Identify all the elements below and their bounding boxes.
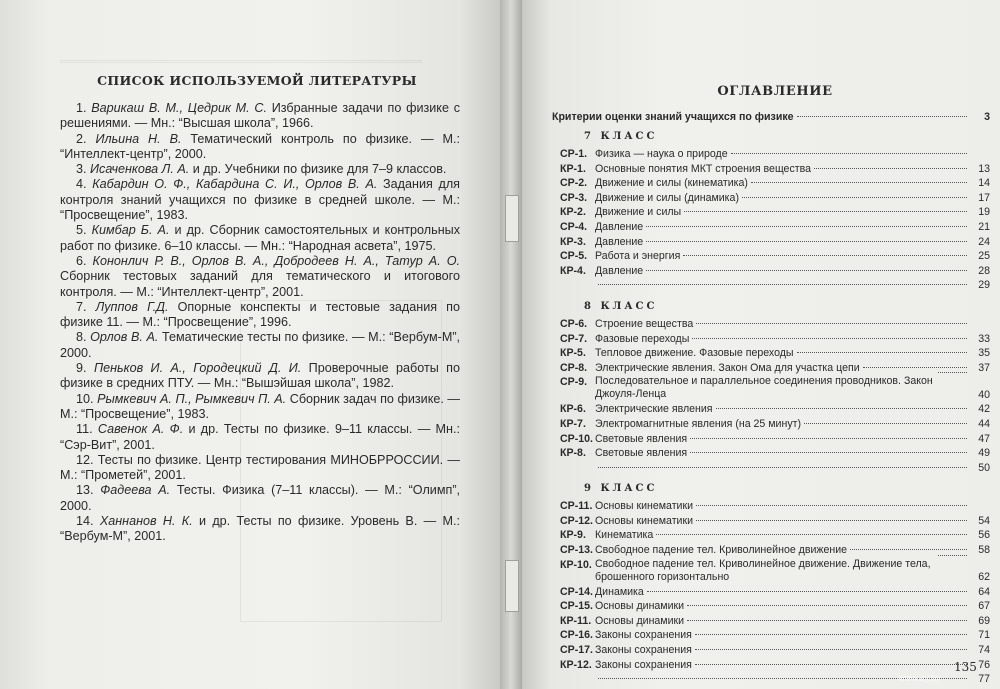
toc-entry-page: 67 bbox=[978, 600, 990, 613]
item-authors: Рымкевич А. П., Рымкевич П. А. bbox=[97, 391, 287, 406]
toc-title: ОГЛАВЛЕНИЕ bbox=[717, 84, 833, 99]
toc-entry bbox=[560, 461, 990, 476]
leader-dots bbox=[687, 605, 967, 606]
bibliography-item bbox=[60, 254, 460, 300]
item-authors: Варикаш В. М., Цедрик М. С. bbox=[91, 101, 267, 115]
toc-entry bbox=[560, 176, 990, 191]
toc-entry-page: 76 bbox=[978, 658, 990, 671]
toc-entry bbox=[560, 205, 990, 220]
toc-entry-title: Давление bbox=[595, 264, 644, 277]
item-number: 5. bbox=[76, 223, 87, 238]
toc-entry-code: КР-6. bbox=[560, 403, 586, 416]
toc-entry bbox=[560, 643, 990, 658]
item-text: Проверочные работы по физике в средних ПТУ. — Мн.: “Вышэйшая школа”, 1982. bbox=[60, 361, 461, 391]
toc-entry-code: СР-10. bbox=[560, 432, 593, 445]
toc-entry-page: 13 bbox=[978, 162, 990, 175]
item-authors: Кимбар Б. А. bbox=[91, 223, 170, 238]
toc-entry-code: КР-1. bbox=[560, 162, 586, 175]
toc-entry bbox=[560, 375, 990, 402]
toc-group bbox=[560, 131, 990, 293]
toc-entry-title: Давление bbox=[595, 235, 644, 248]
toc-entry-code: СР-17. bbox=[560, 644, 593, 657]
bibliography-item bbox=[60, 514, 460, 545]
toc-entry bbox=[560, 543, 990, 558]
toc-entry-page: 62 bbox=[978, 571, 990, 584]
watermark: www.ay.by bbox=[898, 673, 941, 683]
bibliography-item bbox=[60, 223, 460, 254]
toc-entry-page: 29 bbox=[978, 279, 990, 292]
toc-entry-code: КР-8. bbox=[560, 447, 586, 460]
leader-dots bbox=[716, 408, 967, 409]
toc-entry bbox=[560, 249, 990, 264]
toc-entry-page: 54 bbox=[978, 514, 990, 527]
item-number: 6. bbox=[76, 253, 87, 268]
toc-entry-code: СР-6. bbox=[560, 317, 588, 330]
toc-entry-page: 17 bbox=[978, 191, 990, 204]
toc-entry-code: СР-13. bbox=[560, 544, 593, 557]
toc-entry-code: КР-9. bbox=[560, 529, 586, 542]
item-text: Тесты. Физика (7–11 классы). — М.: “Олимп”, 2000. bbox=[60, 483, 461, 513]
item-authors: Кабардин О. Ф., Кабардина С. И., Орлов В. А. bbox=[92, 177, 378, 192]
toc-entry-page: 56 bbox=[978, 529, 990, 542]
bibliography-item bbox=[60, 392, 460, 423]
toc-entry bbox=[560, 220, 990, 235]
toc-entry-code: СР-1. bbox=[560, 148, 588, 160]
bibliography-item bbox=[60, 300, 460, 331]
leader-dots bbox=[692, 338, 967, 339]
leader-dots bbox=[938, 372, 967, 373]
item-number: 11. bbox=[76, 422, 93, 437]
item-authors: Фадеева А. bbox=[100, 483, 171, 498]
leader-dots bbox=[687, 620, 967, 621]
leader-dots bbox=[696, 520, 967, 521]
toc-entry-title: Основы кинематики bbox=[595, 500, 694, 513]
leader-dots bbox=[797, 116, 967, 117]
leader-dots bbox=[695, 649, 967, 650]
toc-entry-title: Свободное падение тел. Криволинейное движение. Движение тела, брошенного горизонтально bbox=[595, 557, 931, 583]
toc-entry-code: КР-12. bbox=[560, 658, 592, 671]
toc-entry-page: 37 bbox=[978, 361, 990, 374]
toc-entry-code: СР-2. bbox=[560, 177, 588, 190]
toc-entry bbox=[560, 628, 990, 643]
leader-dots bbox=[797, 352, 967, 353]
toc-class-heading: 7 КЛАСС bbox=[584, 131, 658, 142]
toc-entry-title: Основные понятия МКТ строения вещества bbox=[595, 162, 811, 175]
item-authors: Ханнанов Н. К. bbox=[99, 514, 193, 529]
toc-entry-title: Электрические явления. Закон Ома для участка цепи bbox=[595, 361, 860, 374]
item-text: Задания для контроля знаний учащихся по физике в средней школе. — М.: “Просвещение”, 1983. bbox=[60, 177, 461, 223]
toc-entry-title: Тепловое движение. Фазовые переходы bbox=[595, 347, 794, 360]
item-text: Сборник задач по физике. — М.: “Просвещение”, 1983. bbox=[60, 391, 461, 421]
toc-entry-code: СР-16. bbox=[560, 629, 593, 642]
toc-entry bbox=[560, 162, 990, 177]
item-number: 7. bbox=[76, 299, 87, 314]
bibliography-item bbox=[60, 483, 460, 514]
item-number: 1. bbox=[76, 101, 87, 115]
bibliography-item bbox=[60, 361, 460, 392]
item-number: 12. bbox=[76, 452, 94, 467]
leader-dots bbox=[646, 241, 967, 242]
bibliography-item bbox=[60, 132, 460, 163]
toc-entry-code: КР-4. bbox=[560, 264, 586, 277]
toc-entry-title: Световые явления bbox=[595, 447, 688, 460]
toc-entry-page: 33 bbox=[978, 332, 990, 345]
toc-entry bbox=[560, 147, 990, 162]
leader-dots bbox=[696, 323, 967, 324]
toc-entry bbox=[560, 528, 990, 543]
leader-dots bbox=[695, 664, 967, 665]
toc-entry bbox=[560, 514, 990, 529]
item-authors: Кононлич Р. В., Орлов В. А., Добродеев Н. А., Татур А. О. bbox=[92, 253, 460, 268]
toc-entry-page: 14 bbox=[978, 177, 990, 190]
toc-group bbox=[560, 301, 990, 475]
toc-entry bbox=[560, 235, 990, 250]
toc-entry-title: Движение и силы (кинематика) bbox=[595, 177, 748, 190]
leader-dots bbox=[598, 284, 967, 285]
toc-entry-title: Основы динамики bbox=[595, 600, 685, 613]
toc-entry bbox=[560, 585, 990, 600]
toc-entry bbox=[560, 332, 990, 347]
item-text: Тематический контроль по физике. — М.: “Интеллект-центр”, 2000. bbox=[60, 131, 460, 161]
toc-entry-title: Кинематика bbox=[595, 529, 654, 542]
item-number: 3. bbox=[76, 162, 87, 177]
item-authors: Орлов В. А. bbox=[90, 330, 159, 345]
toc-entry-page: 47 bbox=[978, 432, 990, 445]
toc-entry-code: СР-12. bbox=[560, 514, 593, 527]
toc-entry-code: КР-3. bbox=[560, 235, 586, 248]
toc-entry-title: Законы сохранения bbox=[595, 644, 692, 657]
toc-entry-title: Строение вещества bbox=[595, 317, 694, 330]
page-title: СПИСОК ИСПОЛЬЗУЕМОЙ ЛИТЕРАТУРЫ bbox=[97, 73, 417, 88]
item-text: Сборник тестовых заданий для тематического и итогового контроля. — М.: “Интеллект-центр”, 2001. bbox=[60, 269, 460, 299]
bibliography-item bbox=[60, 330, 460, 361]
toc-entry-code: СР-11. bbox=[560, 500, 593, 513]
item-authors: Исаченкова Л. А. bbox=[90, 162, 190, 177]
toc-entry bbox=[560, 614, 990, 629]
item-text: и др. Тесты по физике. 9–11 классы. — Мн.: “Сэр-Вит”, 2001. bbox=[60, 422, 460, 452]
toc-entry-page: 77 bbox=[978, 673, 990, 686]
leader-dots bbox=[863, 367, 967, 368]
toc-entry-title: Фазовые переходы bbox=[595, 332, 690, 345]
leader-dots bbox=[938, 555, 967, 556]
toc-class-heading: 8 КЛАСС bbox=[584, 300, 658, 312]
toc-entry-title: Законы сохранения bbox=[595, 658, 692, 671]
toc-entry-page: 50 bbox=[978, 461, 990, 474]
leader-dots bbox=[646, 226, 967, 227]
item-authors: Ильина Н. В. bbox=[95, 131, 182, 146]
item-number: 2. bbox=[76, 131, 87, 146]
toc-entry-title: Свободное падение тел. Криволинейное движение bbox=[595, 544, 848, 557]
bibliography-list bbox=[60, 101, 460, 545]
item-text: Опорные конспекты и тестовые задания по физике 11. — М.: “Просвещение”, 1996. bbox=[60, 299, 461, 330]
toc-entry-code: СР-15. bbox=[560, 600, 593, 613]
toc-entry-code: КР-2. bbox=[560, 206, 586, 219]
toc-group bbox=[560, 483, 990, 687]
toc-entry-title: Давление bbox=[595, 220, 644, 233]
leader-dots bbox=[684, 211, 967, 212]
item-authors: Луппов Г.Д. bbox=[95, 299, 169, 314]
item-text: Избранные задачи по физике с решениями. — Мн.: “Высшая школа”, 1966. bbox=[60, 101, 460, 131]
item-text: Тесты по физике. Центр тестирования МИНОБРРОССИИ. — М.: “Прометей”, 2001. bbox=[60, 452, 460, 483]
toc-entry-title: Движение и силы bbox=[595, 206, 682, 219]
toc-entry-page: 64 bbox=[978, 585, 990, 598]
toc-entry-code: СР-14. bbox=[560, 585, 593, 598]
item-text: и др. Сборник самостоятельных и контрольных работ по физике. 6–10 классы. — Мн.: “Народная асвета”, 1975. bbox=[60, 223, 460, 253]
toc-entry-code: СР-7. bbox=[560, 332, 588, 345]
toc-entry-page: 25 bbox=[978, 250, 990, 263]
toc-entry bbox=[560, 599, 990, 614]
toc-entry-page: 49 bbox=[978, 447, 990, 460]
item-number: 14. bbox=[76, 514, 94, 529]
toc-entry-page: 28 bbox=[978, 264, 990, 277]
toc-entry-code: СР-8. bbox=[560, 361, 588, 374]
item-number: 13. bbox=[76, 483, 94, 498]
toc-entry-title: Динамика bbox=[595, 585, 644, 598]
toc-entry-page: 24 bbox=[978, 235, 990, 248]
toc-entry-code: КР-7. bbox=[560, 417, 586, 430]
toc-entry-code: СР-3. bbox=[560, 191, 588, 204]
toc-entry bbox=[560, 417, 990, 432]
toc-entry bbox=[560, 317, 990, 332]
toc-criteria-row bbox=[552, 111, 990, 123]
leader-dots bbox=[683, 255, 967, 256]
toc-entry-code: СР-4. bbox=[560, 220, 588, 233]
toc-entry-title: Последовательное и параллельное соединения проводников. Закон Джоуля-Ленца bbox=[595, 375, 933, 401]
item-authors: Савенок А. Ф. bbox=[97, 422, 184, 437]
toc-entry-page: 42 bbox=[978, 403, 990, 416]
toc-entry-title: Движение и силы (динамика) bbox=[595, 191, 739, 204]
leader-dots bbox=[751, 182, 967, 183]
toc-entry bbox=[560, 264, 990, 279]
toc-criteria-label: Критерии оценки знаний учащихся по физике bbox=[552, 111, 794, 123]
toc-entry-title: Физика — наука о природе bbox=[595, 148, 728, 160]
toc-entry bbox=[560, 361, 990, 376]
leader-dots bbox=[742, 197, 967, 198]
staple bbox=[505, 560, 519, 612]
bibliography-item bbox=[60, 422, 460, 453]
item-number: 10. bbox=[76, 391, 94, 406]
leader-dots bbox=[850, 549, 967, 550]
right-page bbox=[522, 0, 1000, 689]
toc-entry bbox=[560, 558, 990, 585]
toc-entry-title: Основы кинематики bbox=[595, 514, 694, 527]
toc-class-heading: 9 КЛАСС bbox=[584, 483, 658, 495]
bibliography-item bbox=[60, 162, 460, 177]
leader-dots bbox=[690, 438, 967, 439]
toc-criteria-page: 3 bbox=[984, 111, 990, 123]
leader-dots bbox=[598, 467, 967, 468]
toc-entry-title: Электрические явления bbox=[595, 403, 713, 416]
toc-entry-title: Световые явления bbox=[595, 432, 688, 445]
bibliography-item bbox=[60, 101, 460, 132]
toc-entry-page: 19 bbox=[978, 206, 990, 219]
leader-dots bbox=[647, 591, 967, 592]
item-text: и др. Тесты по физике. Уровень В. — М.: “Вербум-М”, 2001. bbox=[60, 514, 460, 544]
bleed-through-line bbox=[60, 60, 422, 63]
toc-entry bbox=[560, 499, 990, 514]
item-text: Тематические тесты по физике. — М.: “Вербум-М”, 2000. bbox=[60, 330, 461, 360]
toc-entry-code: КР-11. bbox=[560, 614, 592, 627]
item-number: 8. bbox=[76, 330, 87, 345]
item-number: 4. bbox=[76, 177, 87, 192]
bibliography-item bbox=[60, 453, 460, 484]
toc-entry-page: 69 bbox=[978, 614, 990, 627]
leader-dots bbox=[731, 153, 967, 154]
bibliography-item bbox=[60, 177, 460, 223]
leader-dots bbox=[695, 634, 967, 635]
leader-dots bbox=[814, 168, 967, 169]
toc-entry-title: Электромагнитные явления (на 25 минут) bbox=[595, 417, 801, 430]
toc-entry-code: СР-5. bbox=[560, 250, 588, 263]
toc-entry-code: КР-10. bbox=[560, 558, 592, 571]
toc-entry-page: 21 bbox=[978, 220, 990, 233]
toc-entry bbox=[560, 346, 990, 361]
toc-entry bbox=[560, 446, 990, 461]
toc-entry-title: Законы сохранения bbox=[595, 629, 692, 642]
staple bbox=[505, 195, 519, 242]
leader-dots bbox=[696, 505, 967, 506]
item-text: и др. Учебники по физике для 7–9 классов. bbox=[189, 162, 447, 177]
toc-groups bbox=[560, 131, 990, 687]
leader-dots bbox=[656, 534, 967, 535]
toc-entry bbox=[560, 432, 990, 447]
table-of-contents bbox=[552, 84, 990, 689]
leader-dots bbox=[804, 423, 967, 424]
toc-entry-page: 40 bbox=[978, 388, 990, 401]
toc-entry bbox=[560, 658, 990, 673]
page-number: 135 bbox=[954, 660, 977, 674]
toc-entry-title: Основы динамики bbox=[595, 614, 685, 627]
toc-entry bbox=[560, 402, 990, 417]
toc-entry bbox=[560, 191, 990, 206]
toc-entry-page: 74 bbox=[978, 644, 990, 657]
toc-entry-page: 35 bbox=[978, 347, 990, 360]
item-number: 9. bbox=[76, 361, 87, 376]
toc-entry-code: КР-5. bbox=[560, 347, 586, 360]
toc-entry-page: 71 bbox=[978, 629, 990, 642]
toc-entry-page: 44 bbox=[978, 417, 990, 430]
leader-dots bbox=[646, 270, 967, 271]
item-authors: Пеньков И. А., Городецкий Д. И. bbox=[93, 361, 302, 376]
toc-entry bbox=[560, 278, 990, 293]
toc-entry-title: Работа и энергия bbox=[595, 250, 681, 263]
leader-dots bbox=[690, 452, 967, 453]
toc-entry-code: СР-9. bbox=[560, 376, 588, 389]
toc-entry-page: 58 bbox=[978, 544, 990, 557]
